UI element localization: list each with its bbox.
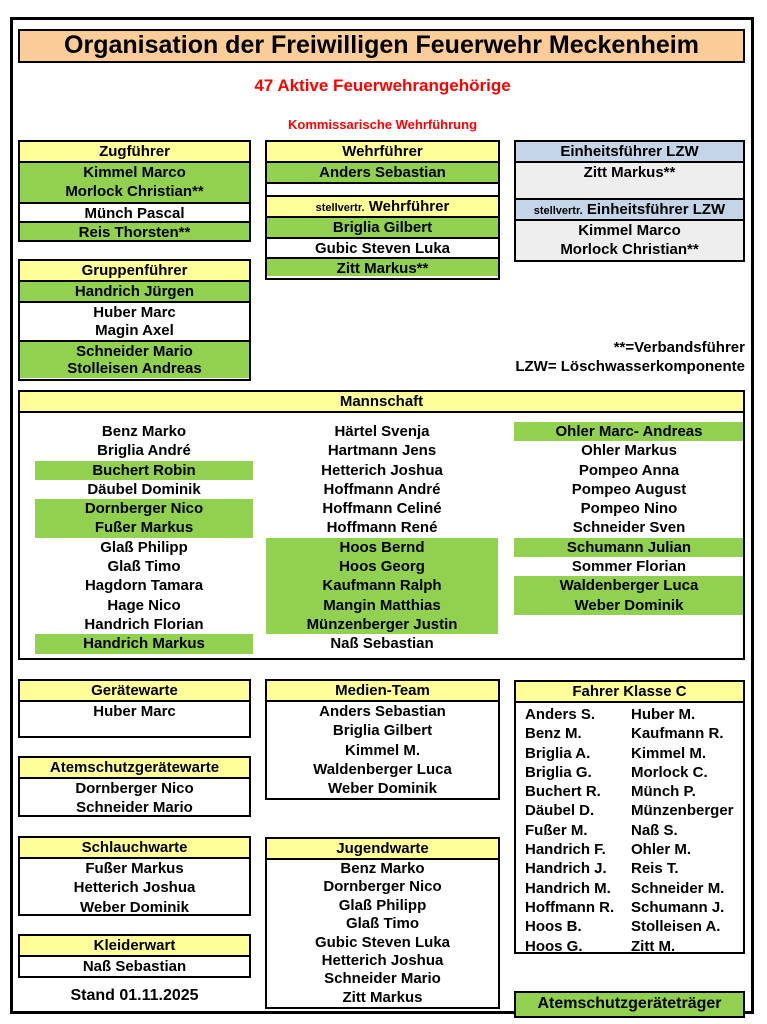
stellv-prefix: stellvertr. [315,202,365,214]
jugendwarte-list [267,860,498,1007]
member-row: Hoffmann Celiné [322,500,442,518]
driver-row: Hoos B. [525,918,582,936]
driver-row: Däubel D. [525,802,595,820]
stellv-wehrfuehrer-box [265,195,500,280]
gruppenfuehrer-list [20,282,249,378]
stellv-einheitsfuehrer-lzw-box [514,198,745,262]
driver-row: Huber M. [631,706,696,723]
member-row: Zitt Markus** [583,164,676,181]
driver-row: Kaufmann R. [631,725,724,743]
member-row: Benz Marko [340,860,425,877]
member-row: Waldenberger Luca [313,760,452,778]
zugfuehrer-header: Zugführer [20,142,249,163]
mannschaft-header: Mannschaft [20,392,743,413]
driver-row: Benz M. [525,725,582,743]
member-row: Weber Dominik [514,596,744,615]
geraetewarte-header: Gerätewarte [20,681,249,702]
atemschutzgeraetetraeger-legend: Atemschutzgeräteträger [514,991,745,1018]
member-row: Huber Marc [20,301,249,320]
mannschaft-column-3 [514,422,744,615]
mannschaft-column-2 [266,422,498,654]
einheitsfuehrer-lzw-box [514,140,745,200]
driver-row: Ohler M. [631,841,692,859]
driver-row: Anders S. [525,706,596,723]
member-row: Ohler Markus [581,442,677,460]
member-row: Waldenberger Luca [514,576,744,595]
schlauchwarte-list [20,859,249,916]
driver-row: Handrich M. [525,879,611,897]
member-row: Briglia Gilbert [267,218,498,237]
active-members-count: 47 Aktive Feuerwehrangehörige [254,76,511,95]
kleiderwart-header: Kleiderwart [20,936,249,957]
member-row: Dornberger Nico [323,878,442,896]
footnotes [380,338,745,376]
stellv-prefix: stellvertr. [533,205,583,217]
gruppenfuehrer-box [18,259,251,381]
member-row: Schumann Julian [514,538,744,557]
driver-row: Münch P. [631,783,696,801]
member-row: Magin Axel [95,321,174,339]
member-row: Hoos Georg [266,557,498,576]
member-row: Hetterich Joshua [321,461,443,479]
kleiderwart-list [20,957,249,976]
driver-row: Schumann J. [631,898,725,916]
kleiderwart-box [18,934,251,978]
member-row: Fußer Markus [85,860,184,877]
jugendwarte-header: Jugendwarte [267,839,498,860]
member-row: Kimmel Marco [20,163,249,182]
fahrer-klasse-c-box [514,680,745,954]
member-row: Handrich Florian [84,615,204,633]
stellv-wehrfuehrer-header [267,197,498,218]
member-row: Glaß Timo [345,915,420,933]
gruppenfuehrer-header: Gruppenführer [20,261,249,282]
member-row: Hartmann Jens [327,442,437,460]
stellv-einheitsfuehrer-lzw-header [516,200,743,221]
driver-row: Hoffmann R. [525,898,615,916]
member-row: Weber Dominik [80,898,189,916]
member-row: Dornberger Nico [75,780,194,797]
member-row: Däubel Dominik [87,480,201,498]
jugendwarte-box [265,837,500,1009]
stand-date: Stand 01.11.2025 [70,987,199,1004]
member-row: Morlock Christian** [20,182,249,201]
driver-row: Fußer M. [525,821,588,839]
driver-row: Naß S. [631,821,678,839]
schlauchwarte-box [18,836,251,916]
member-row: Fußer Markus [35,518,253,537]
member-row: Reis Thorsten** [20,221,249,240]
member-row: Ohler Marc- Andreas [514,422,744,441]
atemschutzgeraetewarte-box [18,756,251,817]
member-row: Hetterich Joshua [73,879,196,897]
driver-row: Briglia G. [525,763,592,781]
member-row: Anders Sebastian [319,703,446,720]
medien-team-box [265,679,500,800]
member-row: Hoffmann René [326,519,438,537]
driver-row: Münzenberger [631,802,734,820]
member-row: Dornberger Nico [35,499,253,518]
member-row: Schneider Mario [324,970,441,988]
wehrfuehrer-list [267,163,498,197]
geraetewarte-list [20,702,249,721]
member-row: Anders Sebastian [267,163,498,182]
member-row: Pompeo Nino [580,500,678,518]
stellv-wehrfuehrer-list [267,218,498,276]
member-row: Münch Pascal [20,202,249,221]
einheitsfuehrer-lzw-list [516,163,743,200]
schlauchwarte-header: Schlauchwarte [20,838,249,859]
medien-team-list [267,702,498,798]
member-row: Hetterich Joshua [321,951,444,969]
member-row: Weber Dominik [328,780,437,798]
driver-row: Handrich F. [525,841,606,859]
member-row: Kaufmann Ralph [266,576,498,595]
fahrer-column-2 [628,705,742,954]
member-row: Glaß Timo [107,558,181,576]
einheitsfuehrer-lzw-header: Einheitsführer LZW [516,142,743,163]
medien-team-header: Medien-Team [267,681,498,702]
driver-row: Zitt M. [631,937,676,954]
member-row: Naß Sebastian [330,635,434,653]
driver-row: Schneider M. [631,879,725,897]
wehrfuehrer-header: Wehrführer [267,142,498,163]
member-row: Gubic Steven Luka [267,237,498,256]
fahrer-column-1 [522,705,626,954]
driver-row: Hoos G. [525,937,583,954]
member-row: Hoffmann André [323,480,441,498]
member-row: Briglia André [97,442,191,460]
mannschaft-column-1 [35,422,253,654]
zugfuehrer-list [20,163,249,240]
member-row: Schneider Mario [20,340,249,359]
member-row: Benz Marko [101,423,187,440]
driver-row: Briglia A. [525,744,591,762]
member-row: Glaß Philipp [100,538,188,556]
member-row: Huber Marc [93,703,176,720]
member-row: Sommer Florian [571,558,687,576]
driver-row: Reis T. [631,860,679,878]
driver-row: Kimmel M. [631,744,707,762]
member-row: Naß Sebastian [82,958,187,975]
atemschutzgeraetewarte-header: Atemschutzgerätewarte [20,758,249,779]
member-row: Hoos Bernd [266,538,498,557]
member-row: Hagdorn Tamara [84,577,204,595]
member-row: Handrich Jürgen [20,282,249,301]
member-row: Buchert Robin [35,461,253,480]
member-row: Kimmel M. [344,741,420,759]
atemschutzgeraetewarte-list [20,779,249,817]
footnote-verbandsfuehrer: **=Verbandsführer [613,339,745,356]
fahrer-klasse-c-header: Fahrer Klasse C [516,682,743,703]
driver-row: Handrich J. [525,860,607,878]
member-row: Zitt Markus [342,988,423,1006]
driver-row: Stolleisen A. [631,918,721,936]
stellv-einheitsfuehrer-title: Einheitsführer LZW [586,201,726,218]
footnote-lzw: LZW= Löschwasserkomponente [515,358,745,375]
member-row: Härtel Svenja [334,423,430,440]
kommissarische-wehrfuehrung-label: Kommissarische Wehrführung [287,117,478,132]
member-row: Briglia Gilbert [332,722,433,740]
member-row: Schneider Sven [572,519,686,537]
member-row: Zitt Markus** [267,257,498,276]
member-row: Hage Nico [107,596,181,614]
member-row: Glaß Philipp [338,896,427,914]
stellv-einheitsfuehrer-lzw-list [516,221,743,260]
page-title: Organisation der Freiwilligen Feuerwehr Meckenheim [18,29,745,63]
member-row: Morlock Christian** [560,241,699,259]
member-row: Handrich Markus [35,634,253,653]
wehrfuehrer-box [265,140,500,197]
member-row: Gubic Steven Luka [314,933,451,951]
member-row: Münzenberger Justin [266,615,498,634]
member-row: Schneider Mario [76,799,193,817]
zugfuehrer-box [18,140,251,242]
member-row: Pompeo August [571,480,687,498]
driver-row: Buchert R. [525,783,601,801]
geraetewarte-box [18,679,251,738]
member-row: Kimmel Marco [578,222,681,239]
mannschaft-box [18,390,745,660]
member-row: Mangin Matthias [266,596,498,615]
driver-row: Morlock C. [631,763,708,781]
member-row: Pompeo Anna [578,461,680,479]
stellv-wehrfuehrer-title: Wehrführer [368,198,450,215]
member-row: Stolleisen Andreas [20,359,249,378]
